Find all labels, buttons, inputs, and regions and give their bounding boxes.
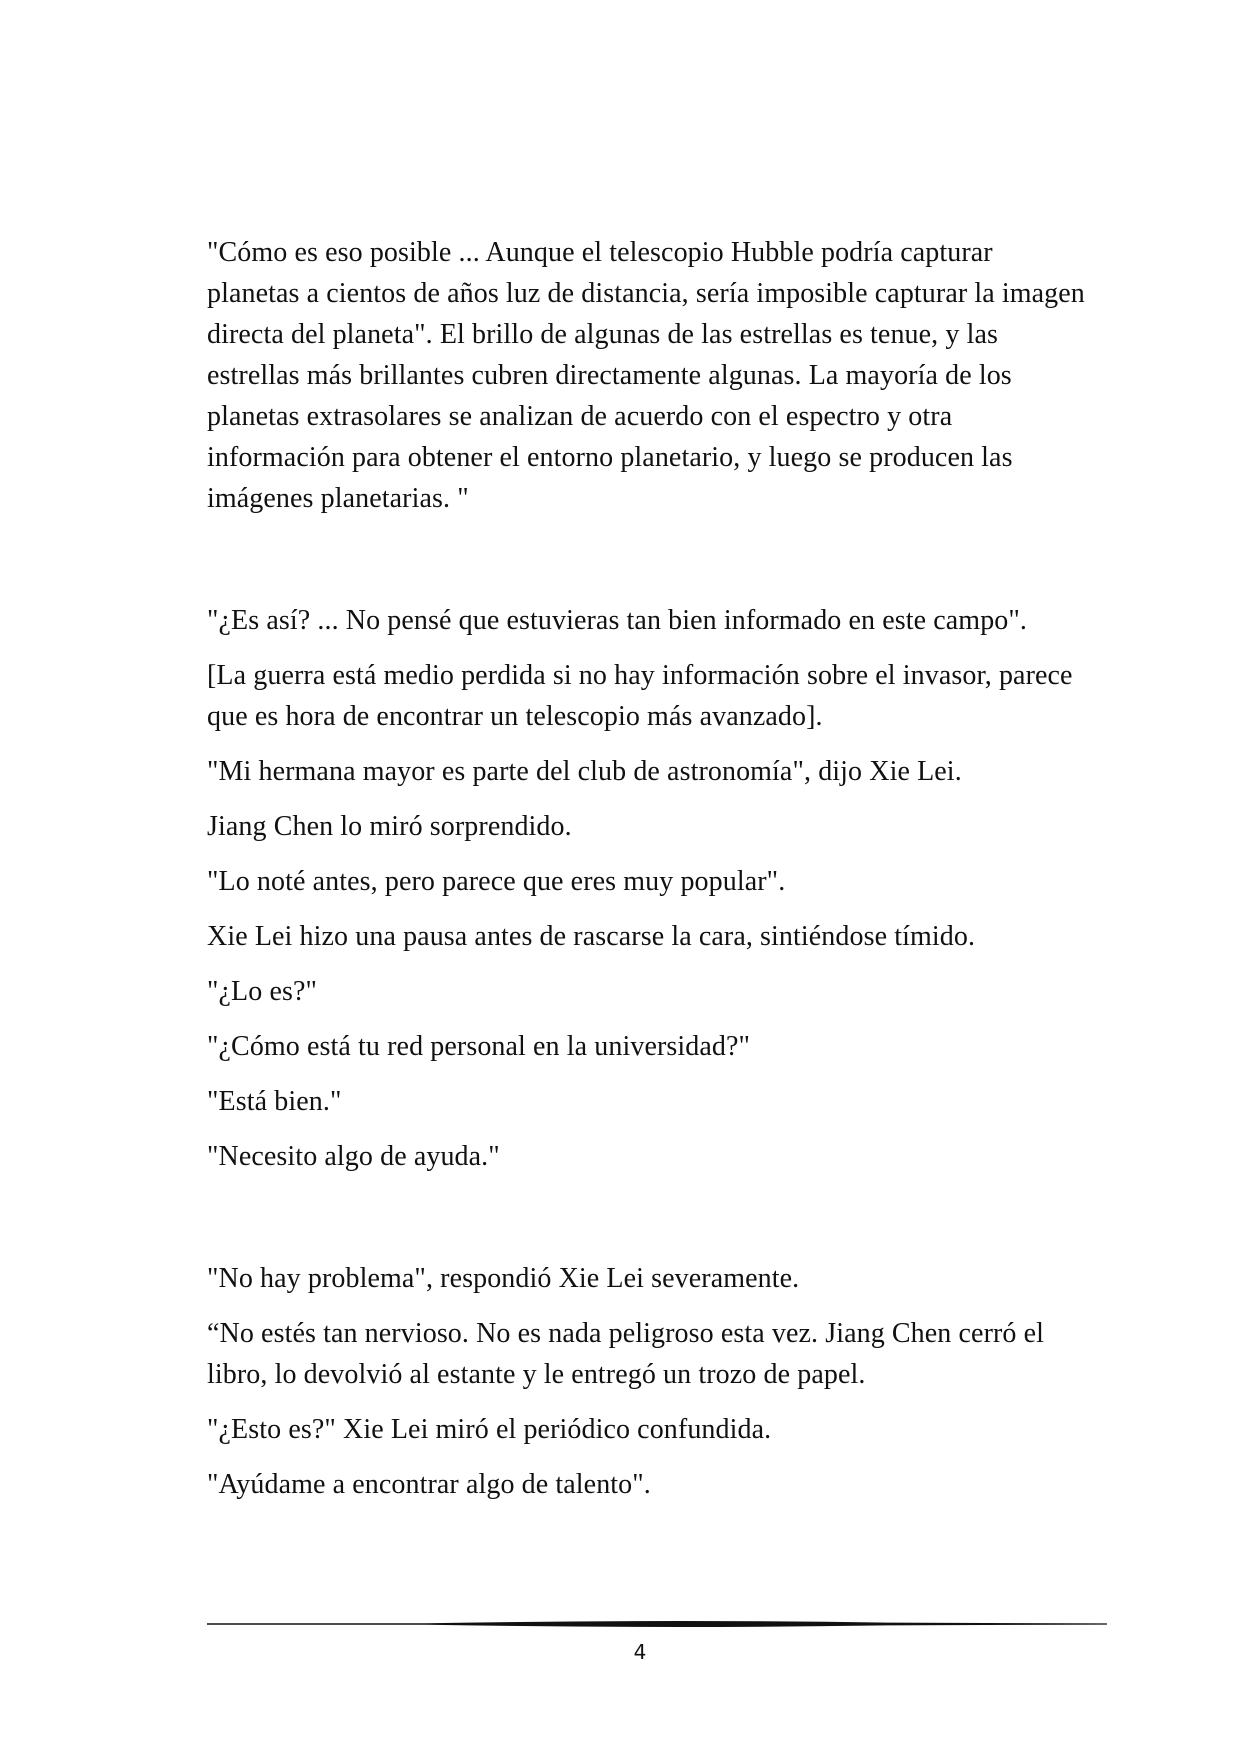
- paragraph: "¿Lo es?": [207, 976, 318, 1007]
- paragraph: “No estés tan nervioso. No es nada peligroso esta vez. Jiang Chen cerró el libro, lo devolvió al estante y le entregó un trozo de papel.: [207, 1318, 1045, 1390]
- paragraph: "Ayúdame a encontrar algo de talento".: [207, 1469, 651, 1500]
- paragraph: "¿Cómo está tu red personal en la universidad?": [207, 1031, 751, 1062]
- body-text: [207, 232, 1087, 1505]
- paragraph: "Cómo es eso posible ... Aunque el telescopio Hubble podría capturar planetas a cientos de años luz de distancia, sería imposible capturar la imagen directa del planeta". El brillo de algunas de las estrellas es tenue, y las estrellas más brillantes cubren directamente algunas. La mayoría de los planetas extrasolares se analizan de acuerdo con el espectro y otra información para obtener el entorno planetario, y luego se producen las imágenes planetarias. ": [207, 237, 1085, 514]
- page-number: 4: [633, 1640, 647, 1664]
- footer-divider: [207, 1617, 1107, 1631]
- paragraph: "Lo noté antes, pero parece que eres muy popular".: [207, 866, 786, 897]
- paragraph: "¿Esto es?" Xie Lei miró el periódico confundida.: [207, 1414, 772, 1445]
- paragraph: "Está bien.": [207, 1086, 342, 1117]
- paragraph: "No hay problema", respondió Xie Lei severamente.: [207, 1263, 800, 1294]
- paragraph: "¿Es así? ... No pensé que estuvieras tan bien informado en este campo".: [207, 605, 1028, 636]
- paragraph: Jiang Chen lo miró sorprendido.: [207, 811, 572, 842]
- paragraph: [La guerra está medio perdida si no hay información sobre el invasor, parece que es hora de encontrar un telescopio más avanzado].: [207, 660, 1073, 732]
- paragraph: "Mi hermana mayor es parte del club de astronomía", dijo Xie Lei.: [207, 756, 962, 787]
- paragraph: "Necesito algo de ayuda.": [207, 1141, 500, 1172]
- paragraph: Xie Lei hizo una pausa antes de rascarse la cara, sintiéndose tímido.: [207, 921, 976, 952]
